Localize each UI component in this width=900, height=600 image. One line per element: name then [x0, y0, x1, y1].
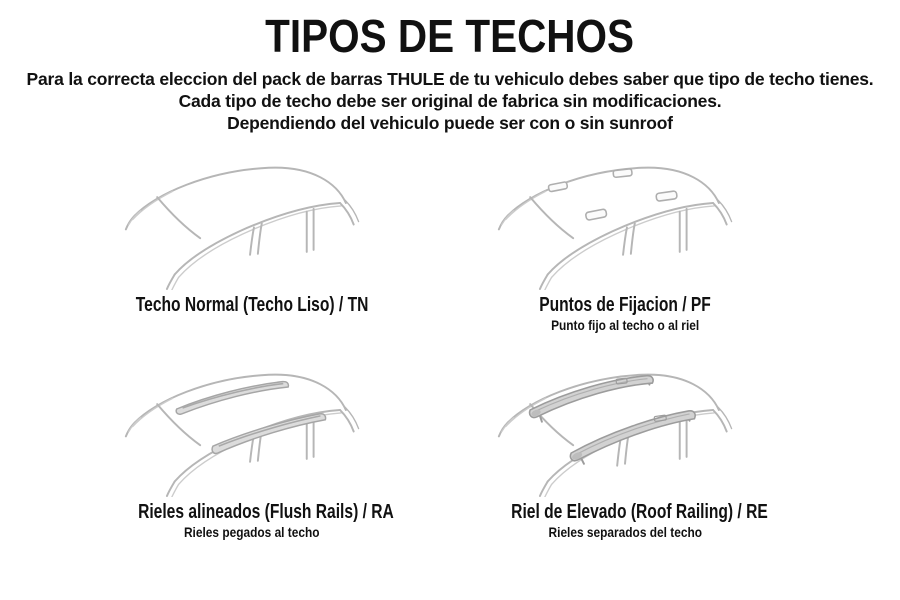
- fixation-points: [548, 169, 677, 221]
- roof-type-sublabel-re: Rieles separados del techo: [548, 524, 702, 541]
- roof-types-row-1: [0, 158, 900, 335]
- fixpoint-roof-sketch-icon: [490, 158, 760, 290]
- roof-type-sublabel-pf: Punto fijo al techo o al riel: [550, 317, 700, 334]
- raised-rails-roof-sketch-icon: [490, 365, 760, 497]
- intro-line-1: Para la correcta eleccion del pack de barras THULE de tu vehiculo debes saber que tipo de techo tienes.: [26, 69, 874, 90]
- raised-rails: [530, 376, 696, 464]
- roof-type-sublabel-ra: Rieles pegados al techo: [184, 524, 320, 541]
- intro-line-3: Dependiendo del vehiculo puede ser con o sin sunroof: [227, 113, 673, 134]
- roof-type-card-ra: [102, 365, 402, 542]
- roof-types-row-2: [0, 365, 900, 542]
- flush-rails: [176, 382, 325, 454]
- flush-rails-roof-sketch-icon: [117, 365, 387, 497]
- roof-type-card-tn: [102, 158, 402, 335]
- roof-type-label-re: Riel de Elevado (Roof Railing) / RE: [511, 501, 768, 524]
- intro-line-2: Cada tipo de techo debe ser original de fabrica sin modificaciones.: [178, 91, 722, 112]
- header: [0, 0, 900, 134]
- roof-type-label-ra: Rieles alineados (Flush Rails) / RA: [138, 501, 394, 524]
- roof-type-card-re: [475, 365, 775, 542]
- plain-roof-sketch-icon: [117, 158, 387, 290]
- roof-type-label-tn: Techo Normal (Techo Liso) / TN: [135, 294, 369, 317]
- page-title: TIPOS DE TECHOS: [265, 10, 635, 62]
- roof-type-card-pf: [475, 158, 775, 335]
- intro-text: [0, 68, 900, 134]
- roof-type-label-pf: Puntos de Fijacion / PF: [539, 294, 711, 317]
